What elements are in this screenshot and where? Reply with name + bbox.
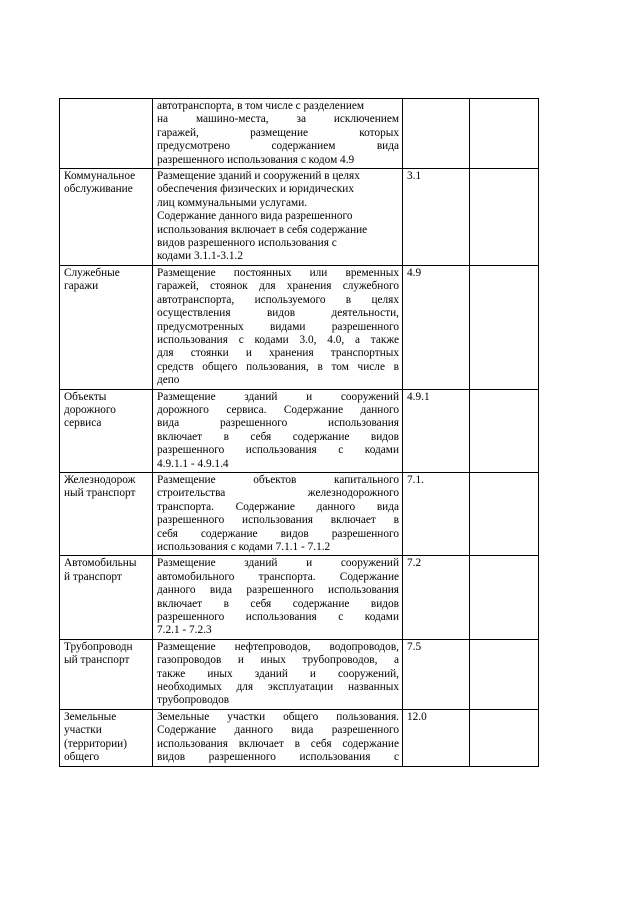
land-use-description-line: разрешенного использования с кодами xyxy=(157,611,399,624)
land-use-description-cell xyxy=(153,556,403,639)
land-use-name-line: гаражи xyxy=(64,280,99,293)
land-use-code-cell xyxy=(403,99,470,169)
land-use-description-line: дорожного сервиса. Содержание данного xyxy=(157,403,399,416)
land-use-name-line: сервиса xyxy=(64,417,102,430)
land-use-table xyxy=(59,98,539,767)
land-use-code-cell: 4.9.1 xyxy=(403,389,470,472)
land-use-description-line: использования включает в себя содержание xyxy=(157,223,368,236)
land-use-description-line: автотранспорта, используемого в целях xyxy=(157,293,399,306)
land-use-name-line: ный транспорт xyxy=(64,487,136,500)
land-use-name-line: й транспорт xyxy=(64,570,122,583)
land-use-extra-cell xyxy=(470,169,539,266)
land-use-description-line: включает в себя содержание видов xyxy=(157,597,399,610)
land-use-code-cell: 4.9 xyxy=(403,265,470,389)
land-use-description-line: Размещение зданий и сооружений xyxy=(157,390,399,403)
land-use-name-line: Автомобильны xyxy=(64,557,137,570)
table-row xyxy=(60,472,539,555)
land-use-description-line: вида разрешенного использования xyxy=(157,417,399,430)
land-use-description-line: использования с кодами 3.0, 4.0, а также xyxy=(157,333,399,346)
table-row xyxy=(60,389,539,472)
table-row xyxy=(60,639,539,709)
land-use-description-cell xyxy=(153,639,403,709)
land-use-description-line: использования с кодами 7.1.1 - 7.1.2 xyxy=(157,541,331,553)
land-use-description-line: средств общего пользования, в том числе в xyxy=(157,360,399,373)
land-use-description-cell xyxy=(153,265,403,389)
land-use-extra-cell xyxy=(470,639,539,709)
land-use-description-line: 4.9.1.1 - 4.9.1.4 xyxy=(157,457,229,470)
table-row xyxy=(60,169,539,266)
land-use-description-line: трубопроводов xyxy=(157,694,230,707)
land-use-description-cell xyxy=(153,472,403,555)
land-use-description-line: видов разрешенного использования с xyxy=(157,751,399,764)
land-use-name-line: Служебные xyxy=(64,266,120,279)
land-use-description-line: Размещение объектов капитального xyxy=(157,473,399,486)
land-use-name-line: (территории) xyxy=(64,737,127,750)
land-use-extra-cell xyxy=(470,265,539,389)
land-use-name-cell xyxy=(60,99,153,169)
table-row xyxy=(60,709,539,766)
land-use-name-line: общего xyxy=(64,751,100,764)
land-use-description-line: также иных зданий и сооружений, xyxy=(157,667,399,680)
land-use-description-line: видов разрешенного использования с xyxy=(157,237,337,250)
land-use-description-line: Размещение постоянных или временных xyxy=(157,266,399,279)
land-use-name-line: ый транспорт xyxy=(64,654,130,667)
land-use-description-line: автотранспорта, в том числе с разделением xyxy=(157,100,365,112)
land-use-description-cell xyxy=(153,169,403,266)
land-use-description-line: включает в себя содержание видов xyxy=(157,430,399,443)
land-use-extra-cell xyxy=(470,709,539,766)
land-use-name-line: Земельные xyxy=(64,710,117,723)
land-use-description-line: гаражей, стоянок для хранения служебного xyxy=(157,280,399,293)
land-use-name-line: участки xyxy=(64,724,102,737)
land-use-description-line: гаражей, размещение которых xyxy=(157,126,399,139)
land-use-description-line: для стоянки и хранения транспортных xyxy=(157,347,399,360)
land-use-description-cell xyxy=(153,389,403,472)
land-use-name-cell xyxy=(60,265,153,389)
land-use-description-line: лиц коммунальными услугами. xyxy=(157,196,308,209)
land-use-name-cell xyxy=(60,556,153,639)
land-use-description-line: осуществления видов деятельности, xyxy=(157,307,399,320)
land-use-description-line: разрешенного использования с кодом 4.9 xyxy=(157,153,355,166)
land-use-description-line: разрешенного использования включает в xyxy=(157,514,399,527)
land-use-description-line: себя содержание видов разрешенного xyxy=(157,527,399,540)
land-use-name-line: дорожного xyxy=(64,403,116,416)
land-use-description-line: автомобильного транспорта. Содержание xyxy=(157,570,399,583)
land-use-code-cell: 7.1. xyxy=(403,472,470,555)
land-use-name-cell xyxy=(60,169,153,266)
land-use-code-cell: 3.1 xyxy=(403,169,470,266)
table-row xyxy=(60,99,539,169)
land-use-extra-cell xyxy=(470,472,539,555)
land-use-extra-cell xyxy=(470,556,539,639)
land-use-code-cell: 7.2 xyxy=(403,556,470,639)
land-use-description-line: на машино-места, за исключением xyxy=(157,113,399,126)
land-use-name-cell xyxy=(60,472,153,555)
land-use-description-line: депо xyxy=(157,374,180,387)
land-use-name-cell xyxy=(60,709,153,766)
land-use-extra-cell xyxy=(470,389,539,472)
land-use-name-line: Объекты xyxy=(64,390,107,403)
land-use-description-line: Размещение зданий и сооружений в целях xyxy=(157,170,360,183)
land-use-description-line: Содержание данного вида разрешенного xyxy=(157,724,399,737)
land-use-code-cell: 12.0 xyxy=(403,709,470,766)
land-use-name-cell xyxy=(60,389,153,472)
land-use-name-line: Железнодорож xyxy=(64,473,136,486)
land-use-description-line: предусмотрено содержанием вида xyxy=(157,140,399,153)
land-use-description-line: транспорта. Содержание данного вида xyxy=(157,500,399,513)
land-use-description-line: предусмотренных видами разрешенного xyxy=(157,320,399,333)
land-use-description-line: обеспечения физических и юридических xyxy=(157,183,354,196)
land-use-name-cell xyxy=(60,639,153,709)
land-use-description-line: 7.2.1 - 7.2.3 xyxy=(157,624,212,637)
land-use-description-line: Земельные участки общего пользования. xyxy=(157,710,399,723)
table-row xyxy=(60,265,539,389)
land-use-description-line: кодами 3.1.1-3.1.2 xyxy=(157,250,243,263)
land-use-name-line: Трубопроводн xyxy=(64,640,133,653)
land-use-description-line: данного вида разрешенного использования xyxy=(157,584,399,597)
land-use-description-line: Содержание данного вида разрешенного xyxy=(157,210,353,223)
table-row xyxy=(60,556,539,639)
land-use-name-line: Коммунальное xyxy=(64,170,136,183)
land-use-description-line: строительства железнодорожного xyxy=(157,487,399,500)
land-use-description-line: Размещение зданий и сооружений xyxy=(157,557,399,570)
land-use-extra-cell xyxy=(470,99,539,169)
land-use-name-line: обслуживание xyxy=(64,183,133,196)
land-use-code-cell: 7.5 xyxy=(403,639,470,709)
land-use-table-body xyxy=(60,99,539,767)
land-use-description-cell xyxy=(153,99,403,169)
land-use-description-cell xyxy=(153,709,403,766)
land-use-description-line: использования включает в себя содержание xyxy=(157,737,399,750)
land-use-description-line: газопроводов и иных трубопроводов, а xyxy=(157,654,399,667)
land-use-description-line: необходимых для эксплуатации названных xyxy=(157,681,399,694)
land-use-description-line: разрешенного использования с кодами xyxy=(157,444,399,457)
land-use-description-line: Размещение нефтепроводов, водопроводов, xyxy=(157,640,399,653)
